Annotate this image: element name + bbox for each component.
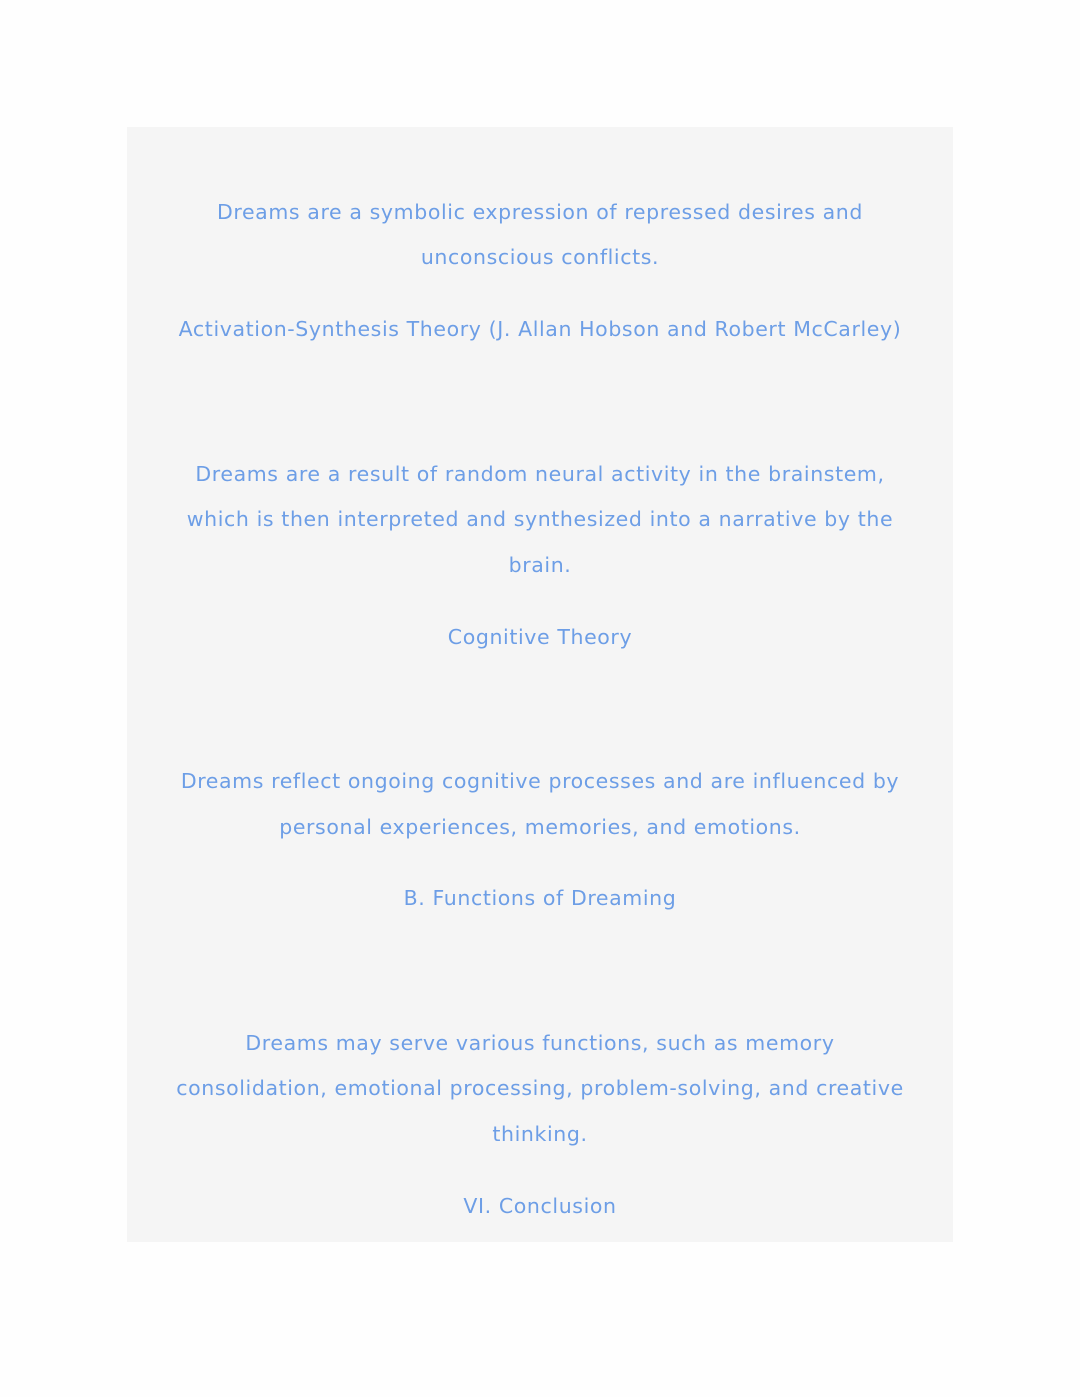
paragraph-4-line-1: Dreams may serve various functions, such as memory [245, 1031, 835, 1055]
paragraph-1-line-2: unconscious conflicts. [420, 245, 660, 269]
paragraph-3-line-1: Dreams reflect ongoing cognitive processes and are influenced by [180, 769, 900, 793]
paragraph-3-line-2: personal experiences, memories, and emotions. [279, 815, 801, 839]
heading-cognitive-theory: Cognitive Theory [447, 625, 633, 649]
heading-functions-of-dreaming: B. Functions of Dreaming [403, 886, 677, 910]
paragraph-2-line-3: brain. [508, 553, 572, 577]
heading-activation-synthesis: Activation-Synthesis Theory (J. Allan Hobson and Robert McCarley) [178, 317, 902, 341]
paragraph-1-line-1: Dreams are a symbolic expression of repressed desires and [217, 200, 863, 224]
document-page [127, 127, 953, 1242]
paragraph-2-line-2: which is then interpreted and synthesized into a narrative by the [186, 507, 894, 531]
paragraph-2-line-1: Dreams are a result of random neural activity in the brainstem, [195, 462, 885, 486]
paragraph-4-line-3: thinking. [492, 1122, 588, 1146]
heading-conclusion: VI. Conclusion [463, 1194, 617, 1218]
paragraph-4-line-2: consolidation, emotional processing, problem-solving, and creative [176, 1076, 904, 1100]
